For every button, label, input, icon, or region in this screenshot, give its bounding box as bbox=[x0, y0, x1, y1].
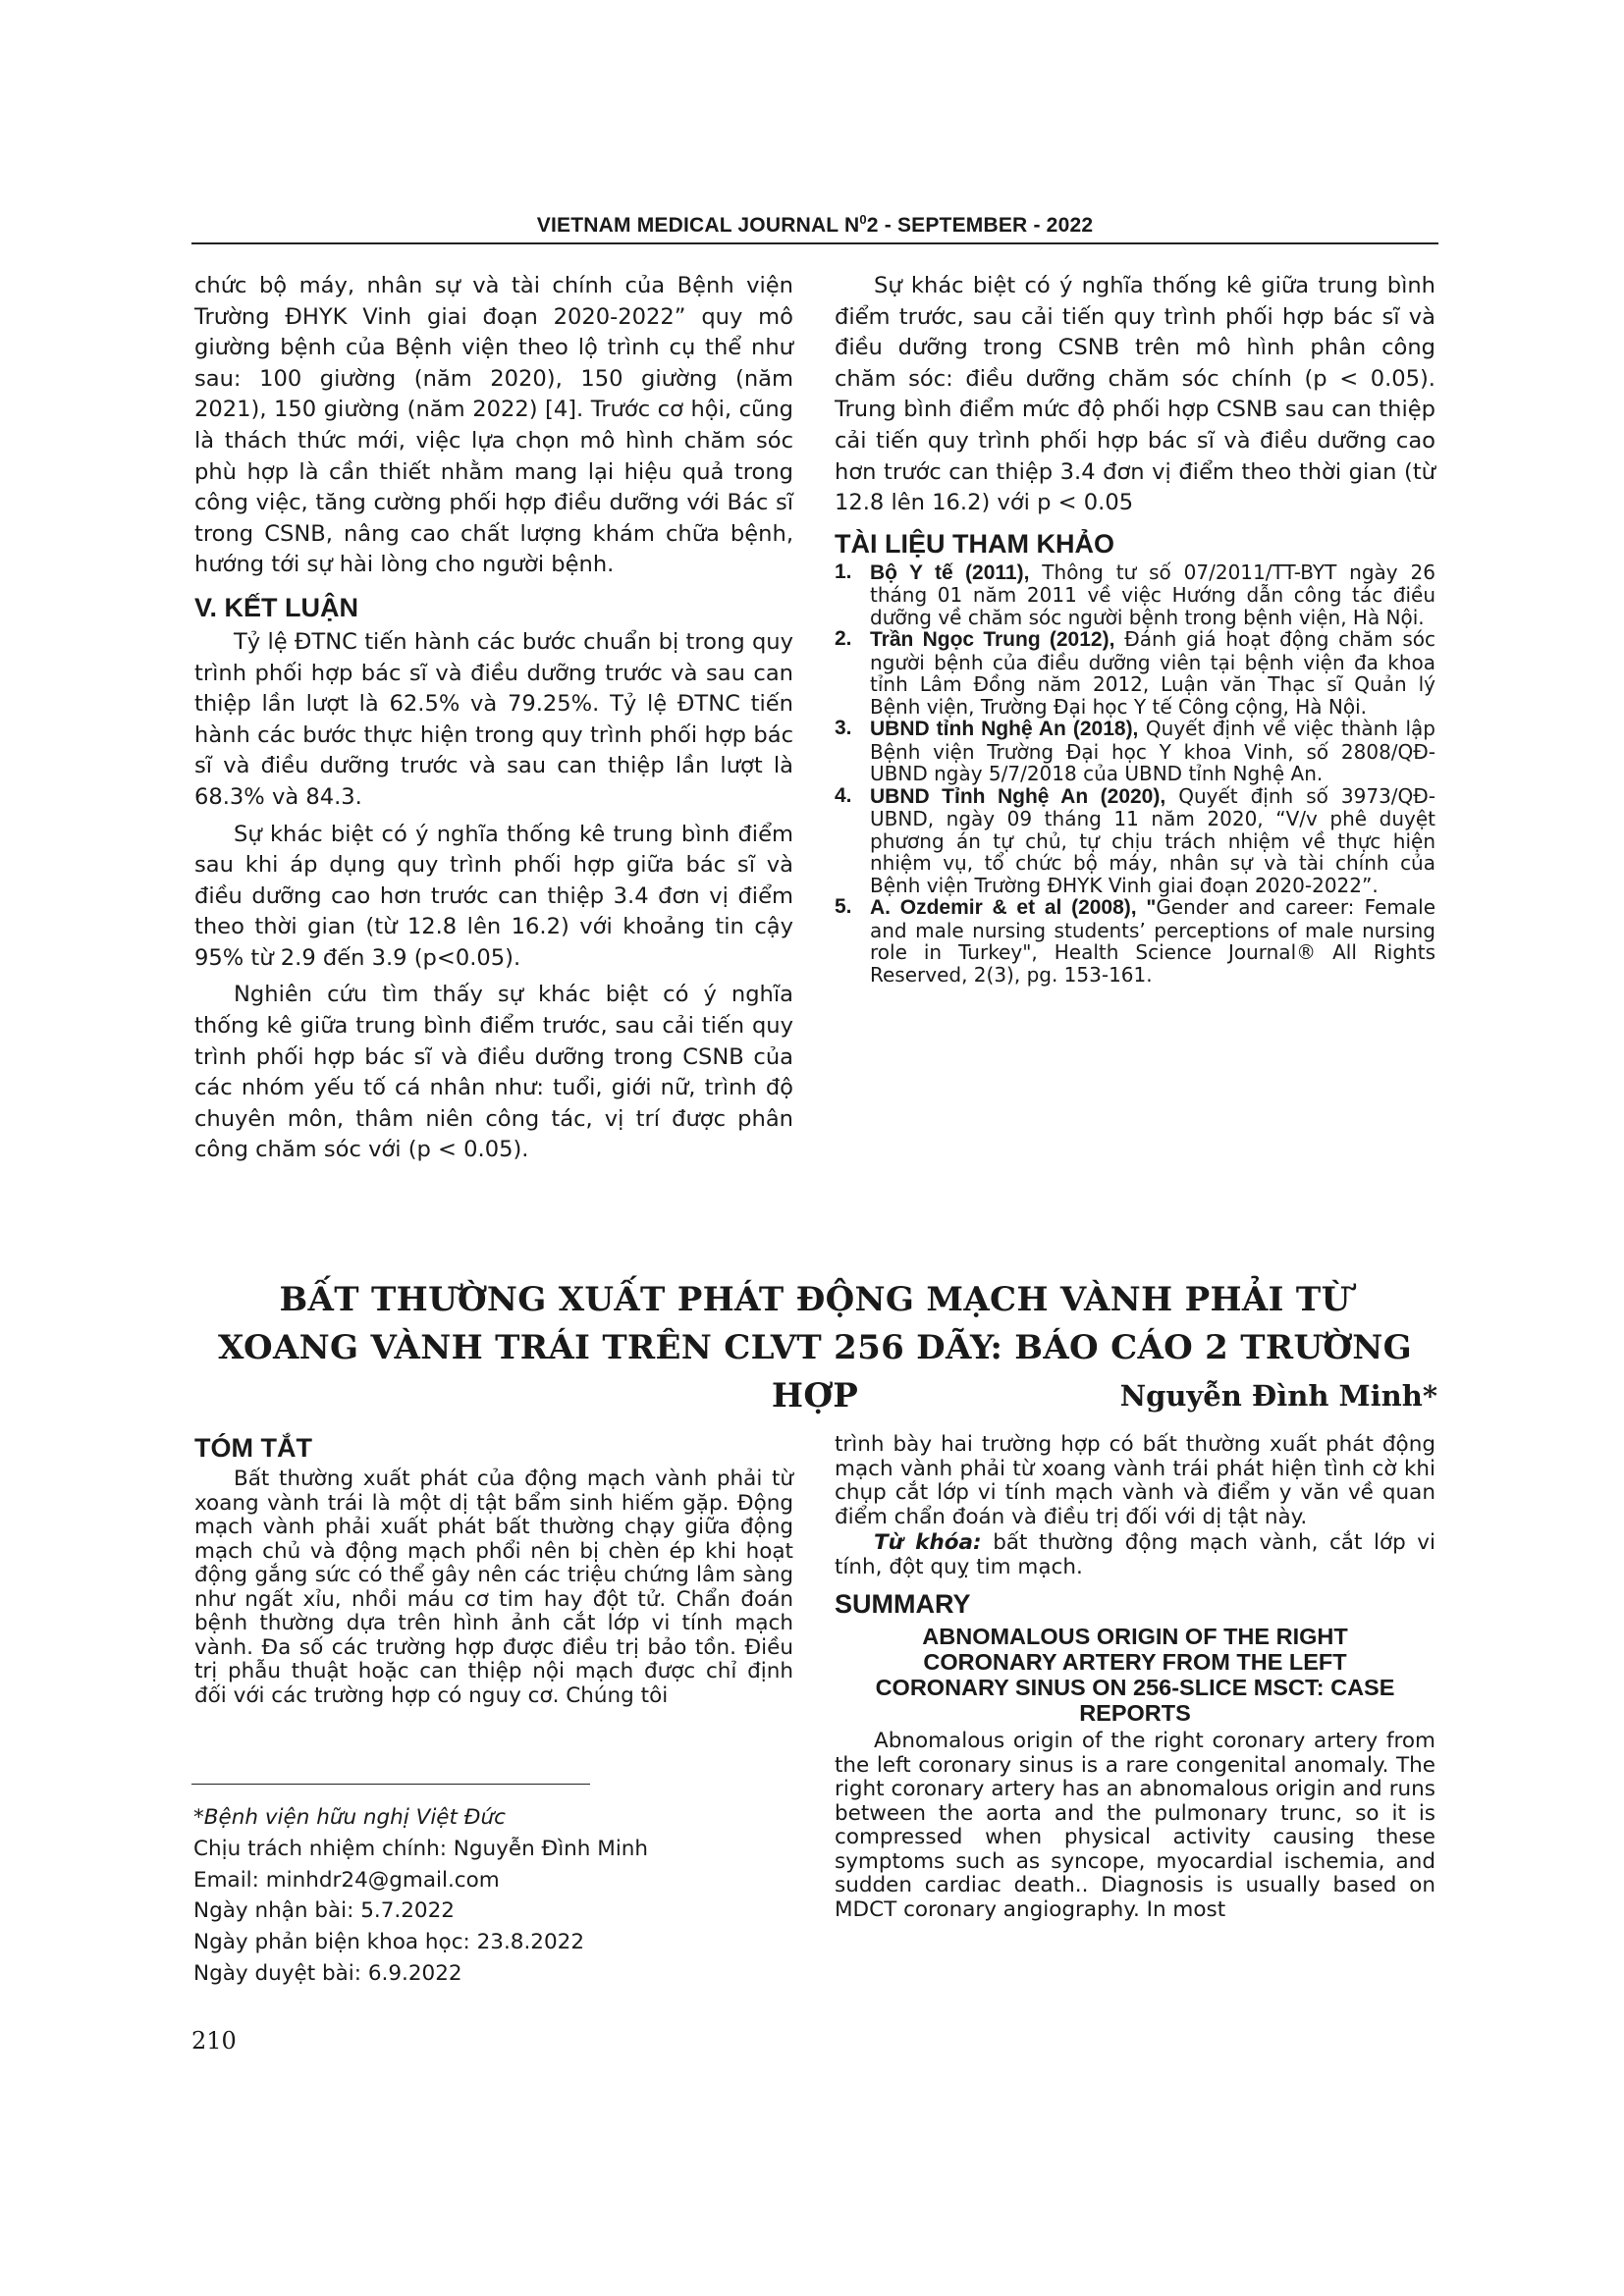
accepted-date: Ngày duyệt bài: 6.9.2022 bbox=[193, 1960, 462, 1986]
affiliation: *Bệnh viện hữu nghị Việt Đức bbox=[193, 1805, 506, 1830]
reference-list bbox=[835, 561, 1435, 987]
reference-item: 4. UBND Tỉnh Nghệ An (2020), Quyết định số 3973/QĐ-UBND, ngày 09 tháng 11 năm 2020, “V/v phê duyệt phương án tự chủ, tự chịu trách nhiệm về thực hiện nhiệm vụ, tổ chức bộ máy, nhân sự và tài chính của Bệnh viện Trường ĐHYK Vinh giai đoạn 2020-2022”. bbox=[835, 783, 1435, 897]
responsible-author: Chịu trách nhiệm chính: Nguyễn Đình Minh bbox=[193, 1836, 649, 1861]
email: Email: minhdr24@gmail.com bbox=[193, 1867, 500, 1893]
references-heading: TÀI LIỆU THAM KHẢO bbox=[835, 528, 1114, 559]
reference-item: 5. A. Ozdemir & et al (2008), "Gender and career: Female and male nursing students’ perceptions of male nursing role in Turkey", Health Science Journal® All Rights Reserved, 2(3), pg. 153-161. bbox=[835, 895, 1435, 987]
right-paragraph: Sự khác biệt có ý nghĩa thống kê giữa trung bình điểm trước, sau cải tiến quy trình phối hợp bác sĩ và điều dưỡng trong CSNB trên mô hình phân công chăm sóc: điều dưỡng chăm sóc chính (p < 0.05). Trung bình điểm mức độ phối hợp CSNB sau can thiệp cải tiến quy trình phối hợp bác sĩ và điều dưỡng cao hơn trước can thiệp 3.4 đơn vị điểm theo thời gian (từ 12.8 lên 16.2) với p < 0.05 bbox=[835, 273, 1435, 516]
abstract-right bbox=[835, 1433, 1435, 1922]
abstract-paragraph: Bất thường xuất phát của động mạch vành phải từ xoang vành trái là một dị tật bẩm sinh hiếm gặp. Động mạch vành phải xuất phát bất thường chạy giữa động mạch chủ và động mạch phổi nên bị chèn ép khi hoạt động gắng sức có thể gây nên các triệu chứng lâm sàng như ngất xỉu, nhồi máu cơ tim hay đột tử. Chẩn đoán bệnh thường dựa trên hình ảnh cắt lớp vi tính mạch vành. Đa số các trường hợp được điều trị bảo tồn. Điều trị phẫu thuật hoặc can thiệp nội mạch được chỉ định đối với các trường hợp có nguy cơ. Chúng tôi bbox=[194, 1467, 793, 1708]
right-column bbox=[835, 271, 1435, 986]
abstract-heading: TÓM TẮT bbox=[194, 1433, 312, 1463]
reference-item: 3. UBND tỉnh Nghệ An (2018), Quyết định về việc thành lập Bệnh viện Trường Đại học Y khoa Vinh, số 2808/QĐ-UBND ngày 5/7/2018 của UBND tỉnh Nghệ An. bbox=[835, 717, 1435, 786]
conclusion-paragraph-2: Sự khác biệt có ý nghĩa thống kê trung bình điểm sau khi áp dụng quy trình phối hợp giữa bác sĩ và điều dưỡng cao hơn trước can thiệp 3.4 đơn vị điểm theo thời gian (từ 12.8 lên 16.2) với khoảng tin cậy 95% từ 2.9 đến 3.9 (p<0.05). bbox=[194, 821, 793, 971]
running-header: VIETNAM MEDICAL JOURNAL $N^02$ - SEPTEMBER - 2022 bbox=[536, 212, 1094, 237]
conclusion-heading: V. KẾT LUẬN bbox=[194, 592, 359, 622]
footnote-rule bbox=[191, 1784, 590, 1785]
footnote bbox=[193, 1802, 648, 1990]
conclusion-paragraph-3: Nghiên cứu tìm thấy sự khác biệt có ý nghĩa thống kê giữa trung bình điểm trước, sau cải tiến quy trình phối hợp bác sĩ và điều dưỡng trong CSNB của các nhóm yếu tố cá nhân như: tuổi, giới nữ, trình độ chuyên môn, thâm niên công tác, vị trí được phân công chăm sóc với (p < 0.05). bbox=[194, 982, 793, 1163]
review-date: Ngày phản biện khoa học: 23.8.2022 bbox=[193, 1930, 585, 1955]
abstract-continuation: trình bày hai trường hợp có bất thường xuất phát động mạch vành phải từ xoang vành trái phát hiện tình cờ khi chụp cắt lớp vi tính mạch vành và điểm y văn về quan điểm chẩn đoán và điều trị đối với dị tật này. bbox=[835, 1432, 1435, 1529]
reference-item: 2. Trần Ngọc Trung (2012), Đánh giá hoạt động chăm sóc người bệnh của điều dưỡng viên tại bệnh viện đa khoa tỉnh Lâm Đồng năm 2012, Luận văn Thạc sĩ Quản lý Bệnh viện, Trường Đại học Y tế Công cộng, Hà Nội. bbox=[835, 627, 1435, 719]
summary-paragraph: Abnomalous origin of the right coronary artery from the left coronary sinus is a rare congenital anomaly. The right coronary artery has an abnomalous origin and runs between the aorta and the pulmonary trunc, so it is compressed when physical activity causing these symptoms such as syncope, myocardial ischemia, and sudden cardiac death.. Diagnosis is usually based on MDCT coronary angiography. In most bbox=[835, 1729, 1435, 1922]
article-title: BẤT THƯỜNG XUẤT PHÁT ĐỘNG MẠCH VÀNH PHẢI TỪ XOANG VÀNH TRÁI TRÊN CLVT 256 DÃY: BÁO CÁO 2 TRƯỜNG HỢP bbox=[217, 1280, 1413, 1415]
keywords: Từ khóa: bất thường động mạch vành, cắt lớp vi tính, đột quỵ tim mạch. bbox=[835, 1530, 1435, 1579]
page-number: 210 bbox=[191, 2027, 237, 2055]
article-author: Nguyễn Đình Minh* bbox=[1119, 1379, 1437, 1413]
summary-title: ABNOMALOUS ORIGIN OF THE RIGHT CORONARY ARTERY FROM THE LEFT CORONARY SINUS ON 256-SLICE MSCT: CASE REPORTS bbox=[875, 1624, 1395, 1726]
reference-item: 1. Bộ Y tế (2011), Thông tư số 07/2011/TT-BYT ngày 26 tháng 01 năm 2011 về việc Hướng dẫn công tác điều dưỡng về chăm sóc người bệnh trong bệnh viện, Hà Nội. bbox=[835, 560, 1435, 629]
received-date: Ngày nhận bài: 5.7.2022 bbox=[193, 1898, 455, 1924]
abstract-left bbox=[194, 1433, 793, 1708]
summary-heading: SUMMARY bbox=[835, 1589, 971, 1619]
intro-paragraph: chức bộ máy, nhân sự và tài chính của Bệnh viện Trường ĐHYK Vinh giai đoạn 2020-2022” quy mô giường bệnh của Bệnh viện theo lộ trình cụ thể như sau: 100 giường (năm 2020), 150 giường (năm 2021), 150 giường (năm 2022) [4]. Trước cơ hội, cũng là thách thức mới, việc lựa chọn mô hình chăm sóc phù hợp là cần thiết nhằm mang lại hiệu quả trong công việc, tăng cường phối hợp điều dưỡng với Bác sĩ trong CSNB, nâng cao chất lượng khám chữa bệnh, hướng tới sự hài lòng cho người bệnh. bbox=[194, 273, 793, 578]
left-column bbox=[194, 271, 793, 1166]
header-rule bbox=[191, 242, 1438, 244]
conclusion-paragraph-1: Tỷ lệ ĐTNC tiến hành các bước chuẩn bị trong quy trình phối hợp bác sĩ và điều dưỡng trước và sau can thiệp lần lượt là 62.5% và 79.25%. Tỷ lệ ĐTNC tiến hành các bước thực hiện trong quy trình phối hợp bác sĩ và điều dưỡng trước và sau can thiệp lần lượt là 68.3% và 84.3. bbox=[194, 628, 793, 810]
